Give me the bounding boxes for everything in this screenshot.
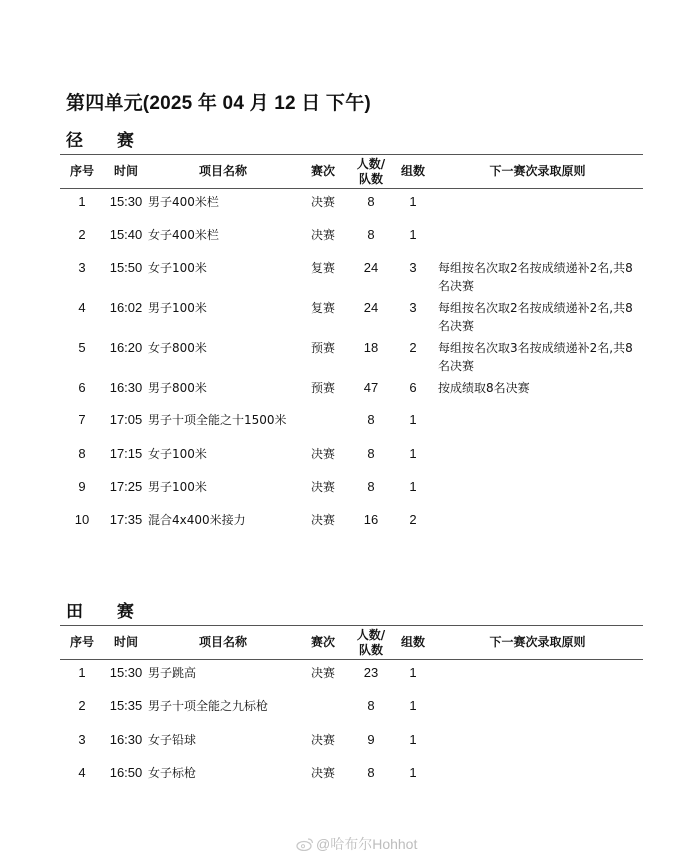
cell-round: 决赛 [310,512,335,527]
cell-event: 男子100米 [148,479,207,494]
col-header-rule: 下一赛次录取原则 [432,626,643,660]
cell-round: 决赛 [310,666,335,680]
cell-time: 16:02 [109,299,143,315]
cell-event: 女子标枪 [148,765,197,780]
cell-time: 16:30 [109,379,143,395]
cell-round: 决赛 [310,732,335,747]
table-header-row [60,155,643,189]
cell-time: 17:15 [109,445,143,461]
cell-count: 8 [367,478,375,494]
cell-event: 女子100米 [148,446,207,461]
col-header-count-line1: 人数/ [356,156,386,171]
cell-groups: 1 [409,411,417,427]
cell-no: 6 [78,379,86,395]
cell-groups: 2 [409,511,417,527]
cell-rule: 每组按名次取2名按成绩递补2名,共8名决赛 [438,300,633,333]
cell-rule: 每组按名次取2名按成绩递补2名,共8名决赛 [438,260,633,293]
col-header-count-line1: 人数/ [356,627,386,642]
cell-round: 决赛 [310,479,335,494]
cell-round: 预赛 [310,340,335,355]
cell-no: 1 [78,194,86,209]
cell-groups: 1 [409,697,417,713]
cell-rule [432,760,643,793]
cell-time: 15:50 [109,259,143,275]
table-row [60,507,643,540]
cell-round: 决赛 [310,446,335,461]
cell-no: 4 [78,764,86,780]
cell-groups: 2 [409,339,417,355]
cell-no: 5 [78,339,86,355]
cell-rule [432,507,643,540]
field-schedule-table [60,625,643,793]
cell-time: 15:35 [109,697,143,713]
cell-event: 男子800米 [148,380,207,395]
table-row [60,295,643,335]
cell-no: 2 [78,226,86,242]
cell-rule [432,727,643,760]
cell-time: 17:25 [109,478,143,494]
cell-event: 女子400米栏 [148,227,219,242]
col-header-round: 赛次 [298,626,348,660]
col-header-round: 赛次 [298,155,348,189]
table-row [60,255,643,295]
cell-groups: 1 [409,764,417,780]
cell-event: 男子跳高 [148,666,197,680]
table-row [60,760,643,793]
table-row [60,335,643,375]
cell-rule [432,441,643,474]
cell-no: 1 [78,665,86,680]
cell-event: 男子十项全能之十1500米 [148,412,287,427]
col-header-groups: 组数 [394,155,432,189]
col-header-time: 时间 [104,155,148,189]
cell-count: 47 [363,379,379,395]
cell-time: 17:05 [109,411,143,427]
table-row [60,441,643,474]
col-header-rule: 下一赛次录取原则 [432,155,643,189]
cell-rule [432,693,643,727]
weibo-icon [296,837,314,851]
track-section-title: 径 赛 [66,131,148,151]
track-schedule-table [60,154,643,540]
cell-groups: 1 [409,226,417,242]
cell-rule: 每组按名次取3名按成绩递补2名,共8名决赛 [438,340,633,373]
cell-event: 女子铅球 [148,732,197,747]
cell-round: 预赛 [310,380,335,395]
cell-time: 16:20 [109,339,143,355]
table-row [60,222,643,255]
cell-rule [432,189,643,222]
cell-event: 男子十项全能之九标枪 [148,698,269,713]
cell-groups: 1 [409,445,417,461]
col-header-count-line2: 队数 [358,642,383,657]
cell-count: 24 [363,299,379,315]
table-row [60,375,643,407]
cell-count: 16 [363,511,379,527]
cell-time: 17:35 [109,511,143,527]
cell-count: 8 [367,194,375,209]
watermark [296,834,417,854]
cell-time: 16:30 [109,731,143,747]
cell-groups: 1 [409,478,417,494]
cell-event: 男子100米 [148,300,207,315]
cell-no: 4 [78,299,86,315]
cell-groups: 1 [409,731,417,747]
cell-groups: 1 [409,194,417,209]
table-row [60,474,643,507]
cell-rule [432,660,643,693]
cell-time: 15:40 [109,226,143,242]
field-section-title: 田 赛 [66,602,148,622]
cell-no: 2 [78,697,86,713]
table-row [60,407,643,441]
cell-round: 复赛 [310,260,335,275]
cell-no: 9 [78,478,86,494]
col-header-groups: 组数 [394,626,432,660]
cell-groups: 6 [409,379,417,395]
table-row [60,693,643,727]
cell-round [298,693,348,727]
cell-round: 决赛 [310,227,335,242]
cell-no: 3 [78,259,86,275]
page-title: 第四单元(2025 年 04 月 12 日 下午) [66,93,371,114]
table-header-row [60,626,643,660]
cell-rule [432,474,643,507]
cell-count: 9 [367,731,375,747]
cell-count: 8 [367,445,375,461]
cell-no: 3 [78,731,86,747]
cell-event: 男子400米栏 [148,195,219,209]
cell-event: 女子100米 [148,260,207,275]
table-row [60,727,643,760]
cell-round: 复赛 [310,300,335,315]
cell-event: 女子800米 [148,340,207,355]
cell-no: 8 [78,445,86,461]
cell-event: 混合4x400米接力 [148,512,246,527]
col-header-no: 序号 [60,626,104,660]
cell-round: 决赛 [310,195,335,209]
cell-time: 16:50 [109,764,143,780]
cell-time: 15:30 [109,194,143,209]
cell-rule [432,222,643,255]
table-row [60,189,643,222]
cell-time: 15:30 [109,665,143,680]
cell-count: 8 [367,226,375,242]
cell-rule: 按成绩取8名决赛 [438,380,530,395]
cell-groups: 1 [409,665,417,680]
col-header-event: 项目名称 [148,155,298,189]
cell-count: 8 [367,411,375,427]
cell-rule [432,407,643,441]
cell-groups: 3 [409,299,417,315]
cell-count: 8 [367,764,375,780]
cell-count: 18 [363,339,379,355]
watermark-text: @哈布尔Hohhot [316,836,418,852]
col-header-count-line2: 队数 [358,171,383,186]
col-header-count [348,155,394,189]
col-header-count [348,626,394,660]
cell-groups: 3 [409,259,417,275]
cell-round: 决赛 [310,765,335,780]
cell-no: 10 [74,511,90,527]
cell-count: 8 [367,697,375,713]
col-header-no: 序号 [60,155,104,189]
cell-count: 24 [363,259,379,275]
cell-round [298,407,348,441]
cell-count: 23 [363,665,379,680]
table-row [60,660,643,693]
cell-no: 7 [78,411,86,427]
col-header-time: 时间 [104,626,148,660]
col-header-event: 项目名称 [148,626,298,660]
